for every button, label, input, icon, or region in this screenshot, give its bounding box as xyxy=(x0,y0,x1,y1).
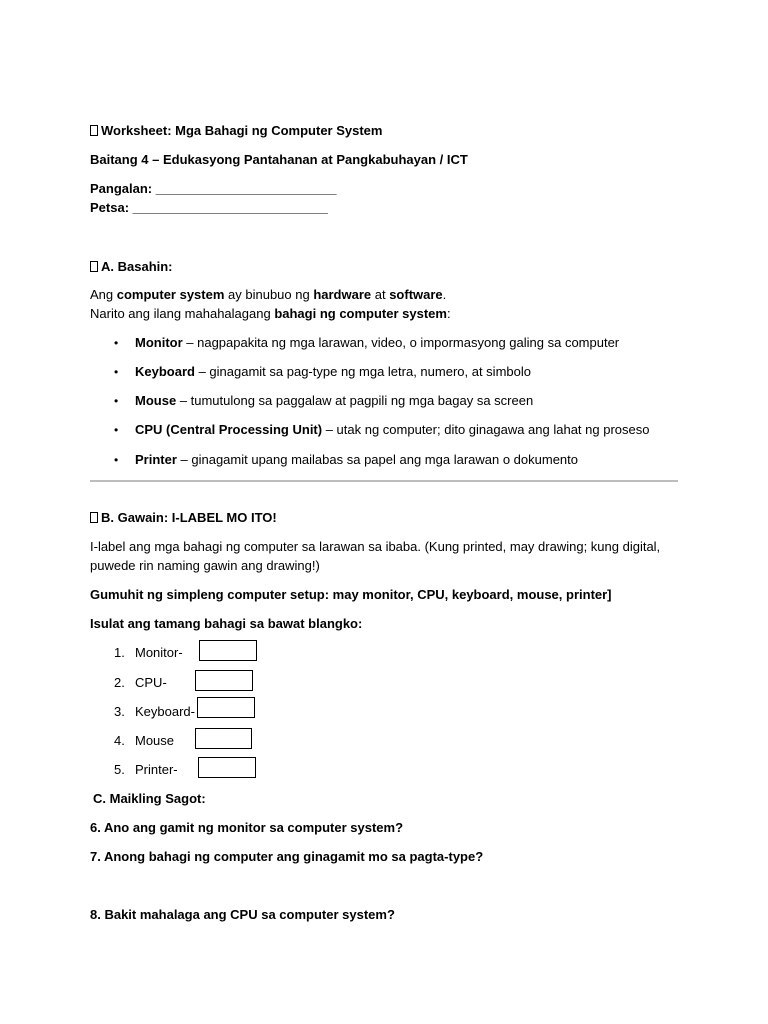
bullet-icon: • xyxy=(114,394,119,408)
section-b-instruction-2: puwede rin naming gawin ang drawing!) xyxy=(90,558,320,573)
answer-box-mouse[interactable] xyxy=(195,728,252,749)
bullet-icon: • xyxy=(114,365,119,379)
answer-box-printer[interactable] xyxy=(198,757,256,778)
question-7: 7. Anong bahagi ng computer ang ginagamit mo sa pagta-type? xyxy=(90,849,484,864)
bullet-icon: • xyxy=(114,423,119,437)
bullet-icon: • xyxy=(114,336,119,350)
box-glyph-icon xyxy=(90,512,98,523)
question-6: 6. Ano ang gamit ng monitor sa computer system? xyxy=(90,820,404,835)
worksheet-title: Worksheet: Mga Bahagi ng Computer System xyxy=(90,122,382,140)
box-glyph-icon xyxy=(90,125,98,136)
date-field: Petsa: ___________________________ xyxy=(90,200,328,215)
bullet-icon: • xyxy=(114,453,119,467)
draw-prompt: Gumuhit ng simpleng computer setup: may monitor, CPU, keyboard, mouse, printer] xyxy=(90,587,612,602)
answer-box-cpu[interactable] xyxy=(195,670,253,691)
answer-box-monitor[interactable] xyxy=(199,640,257,661)
section-divider xyxy=(90,480,678,482)
section-c-heading: C. Maikling Sagot: xyxy=(93,791,206,806)
section-b-instruction-1: I-label ang mga bahagi ng computer sa larawan sa ibaba. (Kung printed, may drawing; kung digital, xyxy=(90,539,661,554)
section-a-intro-2: Narito ang ilang mahahalagang bahagi ng computer system: xyxy=(90,306,451,321)
question-8: 8. Bakit mahalaga ang CPU sa computer system? xyxy=(90,907,395,922)
write-prompt: Isulat ang tamang bahagi sa bawat blangko: xyxy=(90,616,363,631)
box-glyph-icon xyxy=(90,261,98,272)
section-a-heading: A. Basahin: xyxy=(90,258,173,276)
answer-box-keyboard[interactable] xyxy=(197,697,255,718)
section-a-intro-1: Ang computer system ay binubuo ng hardware at software. xyxy=(90,287,447,302)
section-b-heading: B. Gawain: I-LABEL MO ITO! xyxy=(90,509,277,527)
name-field: Pangalan: _________________________ xyxy=(90,181,337,196)
grade-subject: Baitang 4 – Edukasyong Pantahanan at Pangkabuhayan / ICT xyxy=(90,152,468,167)
